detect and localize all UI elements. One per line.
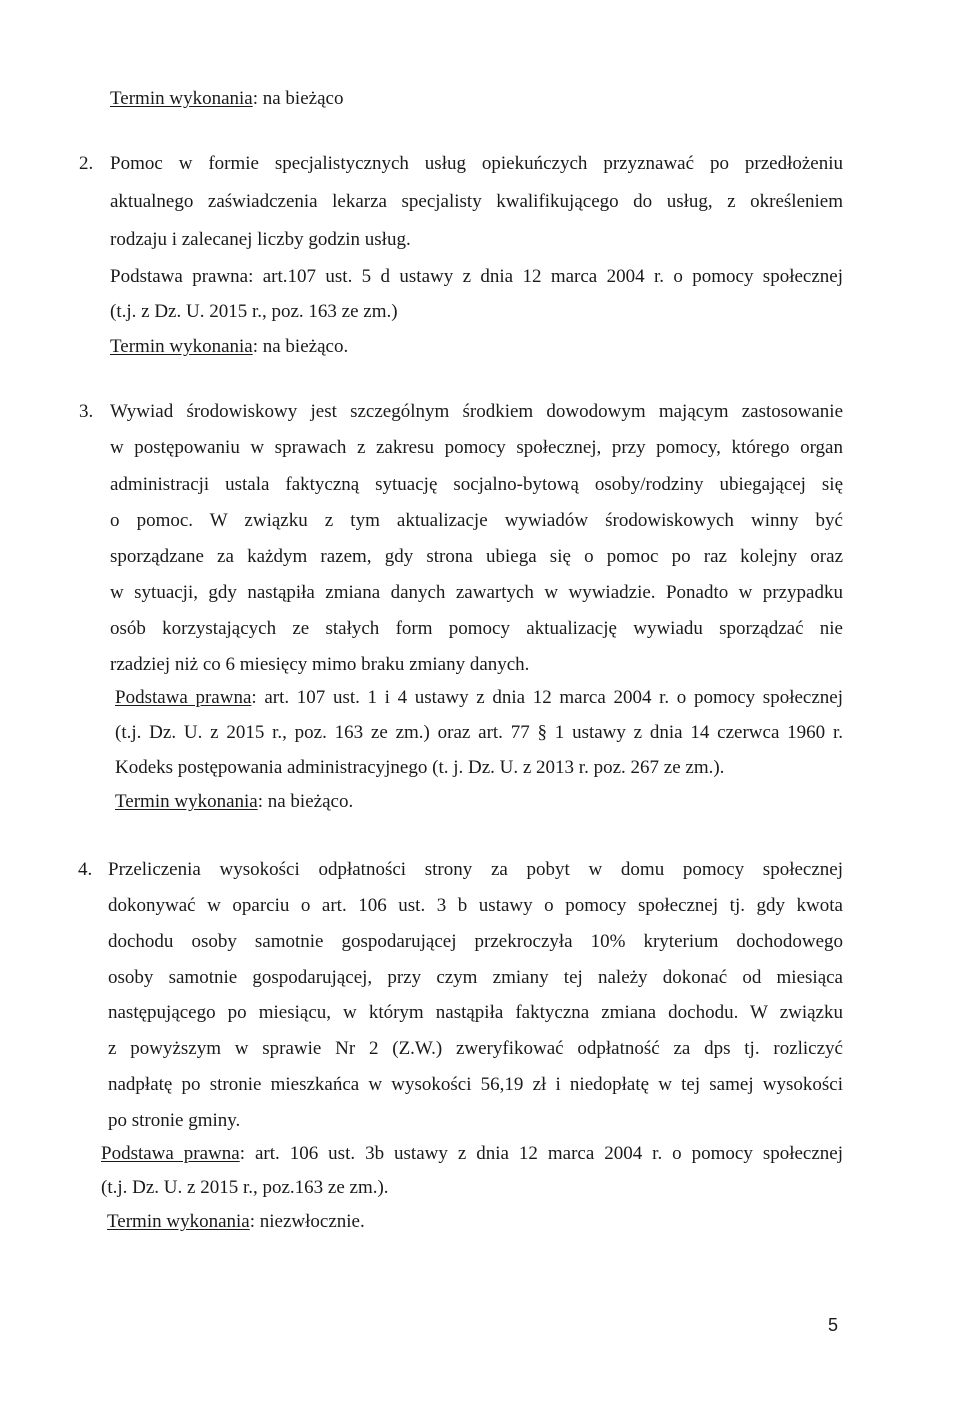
item4-line-3: dochodu osoby samotnie gospodarującej przekroczyła 10% kryterium dochodowego [108,931,843,952]
term-value: : na bieżąco. [252,336,349,357]
item-number: 4. [78,859,93,880]
term-value: : na bieżąco [252,88,344,109]
term-value: : na bieżąco. [257,791,354,812]
item3-basis-line-2: (t.j. Dz. U. z 2015 r., poz. 163 ze zm.) oraz art. 77 § 1 ustawy z dnia 14 czerwca 1960 r. [115,722,843,743]
item3-line-7: osób korzystających ze stałych form pomocy aktualizację wywiadu sporządzać nie [110,618,843,639]
term-label: Termin wykonania [110,336,253,357]
item4-line-5: następującego po miesiącu, w którym nastąpiła faktyczna zmiana dochodu. W związku [108,1002,843,1023]
term-label: Termin wykonania [115,791,258,812]
item3-line-2: w postępowaniu w sprawach z zakresu pomocy społecznej, przy pomocy, którego organ [110,437,843,458]
basis-text: : art. 106 ust. 3b ustawy z dnia 12 marca 2004 r. o pomocy społecznej [239,1143,844,1164]
item4-line-4: osoby samotnie gospodarującej, przy czym zmiany tej należy dokonać od miesiąca [108,967,843,988]
item2-line-2: aktualnego zaświadczenia lekarza specjalisty kwalifikującego do usług, z określeniem [110,191,843,212]
item-number: 3. [79,401,94,422]
item3-term-line [115,790,353,814]
item3-basis-line-1 [115,686,843,710]
item3-line-1: Wywiad środowiskowy jest szczególnym środkiem dowodowym mającym zastosowanie [110,401,843,422]
page-number: 5 [828,1315,839,1335]
item3-line-5: sporządzane za każdym razem, gdy strona ubiega się o pomoc po raz kolejny oraz [110,546,843,567]
item4-line-1: Przeliczenia wysokości odpłatności strony za pobyt w domu pomocy społecznej [108,859,843,880]
item2-basis-line-1: Podstawa prawna: art.107 ust. 5 d ustawy z dnia 12 marca 2004 r. o pomocy społecznej [110,266,843,287]
item2-line-3: rodzaju i zalecanej liczby godzin usług. [110,229,411,250]
item4-term-line [107,1210,365,1234]
item3-line-3: administracji ustala faktyczną sytuację socjalno-bytową osoby/rodziny ubiegającej się [110,474,843,495]
item4-basis-line-2: (t.j. Dz. U. z 2015 r., poz.163 ze zm.). [101,1177,389,1198]
term-label: Termin wykonania [107,1211,250,1232]
item-number: 2. [79,153,94,174]
top-term-line [110,87,343,111]
item3-line-6: w sytuacji, gdy nastąpiła zmiana danych zawartych w wywiadzie. Ponadto w przypadku [110,582,843,603]
term-label: Termin wykonania [110,88,253,109]
item3-line-8: rzadziej niż co 6 miesięcy mimo braku zmiany danych. [110,654,530,675]
item2-basis-line-2: (t.j. z Dz. U. 2015 r., poz. 163 ze zm.) [110,301,398,322]
basis-text: : art. 107 ust. 1 i 4 ustawy z dnia 12 marca 2004 r. o pomocy społecznej [251,687,843,708]
item4-line-6: z powyższym w sprawie Nr 2 (Z.W.) zweryfikować odpłatność za dps tj. rozliczyć [108,1038,843,1059]
item2-line-1: Pomoc w formie specjalistycznych usług opiekuńczych przyznawać po przedłożeniu [110,153,843,174]
item4-line-2: dokonywać w oparciu o art. 106 ust. 3 b ustawy o pomocy społecznej tj. gdy kwota [108,895,843,916]
item3-line-4: o pomoc. W związku z tym aktualizacje wywiadów środowiskowych winny być [110,510,843,531]
basis-label: Podstawa prawna [115,687,252,708]
item3-basis-line-3: Kodeks postępowania administracyjnego (t. j. Dz. U. z 2013 r. poz. 267 ze zm.). [115,757,725,778]
item4-line-8: po stronie gminy. [108,1110,241,1131]
item4-basis-line-1 [101,1142,843,1166]
item4-line-7: nadpłatę po stronie mieszkańca w wysokości 56,19 zł i niedopłatę w tej samej wysokości [108,1074,843,1095]
term-value: : niezwłocznie. [249,1211,365,1232]
basis-label: Podstawa prawna [101,1143,240,1164]
item2-term-line [110,335,348,359]
